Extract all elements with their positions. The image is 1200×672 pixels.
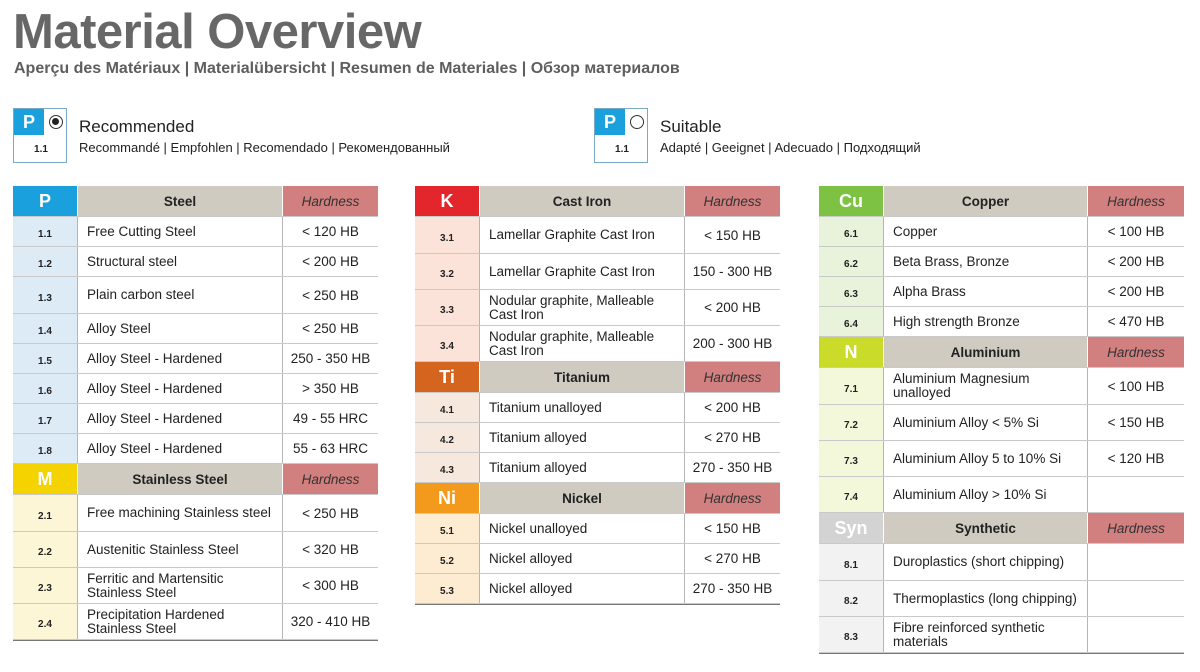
material-code: 4.2 bbox=[415, 423, 479, 452]
hardness-value: < 200 HB bbox=[1087, 277, 1184, 306]
material-code: 2.2 bbox=[13, 532, 77, 567]
material-name: Alloy Steel - Hardened bbox=[77, 374, 282, 403]
legend-letter: P bbox=[595, 109, 625, 135]
table-row bbox=[13, 404, 378, 434]
hardness-value: < 200 HB bbox=[684, 290, 780, 325]
table-row bbox=[13, 344, 378, 374]
hardness-value: < 200 HB bbox=[282, 247, 378, 276]
legend-translations: Adapté | Geeignet | Adecuado | Подходящий bbox=[660, 140, 921, 155]
material-name: Copper bbox=[883, 217, 1087, 246]
material-name: Nickel alloyed bbox=[479, 574, 684, 603]
material-name: Nodular graphite, Malleable Cast Iron bbox=[479, 326, 684, 361]
group-header bbox=[415, 186, 780, 217]
legend-recommended-badge bbox=[13, 108, 67, 163]
table-row bbox=[13, 277, 378, 314]
material-code: 2.1 bbox=[13, 495, 77, 531]
table-row bbox=[13, 495, 378, 532]
material-name: Nodular graphite, Malleable Cast Iron bbox=[479, 290, 684, 325]
hardness-value: < 250 HB bbox=[282, 495, 378, 531]
group-letter-badge: Ni bbox=[415, 483, 479, 513]
group-header bbox=[13, 464, 378, 495]
hardness-value: 200 - 300 HB bbox=[684, 326, 780, 361]
table-row bbox=[819, 544, 1184, 581]
material-code: 1.4 bbox=[13, 314, 77, 343]
table-row bbox=[415, 423, 780, 453]
hardness-value: < 270 HB bbox=[684, 423, 780, 452]
material-code: 3.2 bbox=[415, 254, 479, 289]
radio-filled-icon bbox=[49, 115, 63, 129]
table-row bbox=[819, 368, 1184, 405]
hardness-header: Hardness bbox=[282, 186, 378, 216]
material-code: 1.6 bbox=[13, 374, 77, 403]
legend-letter: P bbox=[14, 109, 44, 135]
hardness-value: 55 - 63 HRC bbox=[282, 434, 378, 463]
hardness-value: < 120 HB bbox=[1087, 441, 1184, 476]
legend-label: Recommended bbox=[79, 117, 195, 136]
group-letter-badge: P bbox=[13, 186, 77, 216]
page-title: Material Overview bbox=[13, 5, 422, 59]
material-code: 6.4 bbox=[819, 307, 883, 336]
material-name: Lamellar Graphite Cast Iron bbox=[479, 254, 684, 289]
material-code: 6.3 bbox=[819, 277, 883, 306]
material-code: 3.4 bbox=[415, 326, 479, 361]
material-name: Lamellar Graphite Cast Iron bbox=[479, 217, 684, 253]
hardness-value: > 350 HB bbox=[282, 374, 378, 403]
table-row bbox=[415, 254, 780, 290]
group-header bbox=[415, 483, 780, 514]
legend-code: 1.1 bbox=[34, 144, 48, 155]
group-header bbox=[13, 186, 378, 217]
material-code: 7.4 bbox=[819, 477, 883, 512]
group-name: Copper bbox=[883, 186, 1087, 216]
material-code: 8.1 bbox=[819, 544, 883, 580]
table-row bbox=[819, 477, 1184, 513]
material-code: 8.3 bbox=[819, 617, 883, 652]
material-name: Aluminium Alloy > 10% Si bbox=[883, 477, 1087, 512]
table-row bbox=[13, 247, 378, 277]
table-row bbox=[819, 617, 1184, 653]
material-code: 7.2 bbox=[819, 405, 883, 440]
material-name: Precipitation Hardened Stainless Steel bbox=[77, 604, 282, 639]
group-name: Aluminium bbox=[883, 337, 1087, 367]
hardness-value: < 150 HB bbox=[684, 514, 780, 543]
material-name: Aluminium Magnesium unalloyed bbox=[883, 368, 1087, 404]
hardness-value: 320 - 410 HB bbox=[282, 604, 378, 639]
hardness-value: < 100 HB bbox=[1087, 217, 1184, 246]
table-row bbox=[819, 581, 1184, 617]
table-row bbox=[13, 532, 378, 568]
legend-code: 1.1 bbox=[615, 144, 629, 155]
group-letter-badge: M bbox=[13, 464, 77, 494]
material-name: Beta Brass, Bronze bbox=[883, 247, 1087, 276]
group-name: Titanium bbox=[479, 362, 684, 392]
table-row bbox=[819, 405, 1184, 441]
hardness-value: < 150 HB bbox=[1087, 405, 1184, 440]
hardness-header: Hardness bbox=[1087, 513, 1184, 543]
material-code: 8.2 bbox=[819, 581, 883, 616]
hardness-header: Hardness bbox=[684, 483, 780, 513]
material-code: 4.1 bbox=[415, 393, 479, 422]
material-code: 1.2 bbox=[13, 247, 77, 276]
material-column-2 bbox=[415, 186, 780, 605]
material-code: 5.2 bbox=[415, 544, 479, 573]
group-header bbox=[415, 362, 780, 393]
legend-translations: Recommandé | Empfohlen | Recomendado | Рекомендованный bbox=[79, 140, 450, 155]
hardness-header: Hardness bbox=[282, 464, 378, 494]
hardness-header: Hardness bbox=[684, 186, 780, 216]
material-name: Titanium alloyed bbox=[479, 423, 684, 452]
hardness-value: 49 - 55 HRC bbox=[282, 404, 378, 433]
group-name: Synthetic bbox=[883, 513, 1087, 543]
material-name: Nickel alloyed bbox=[479, 544, 684, 573]
material-code: 1.8 bbox=[13, 434, 77, 463]
material-name: Aluminium Alloy 5 to 10% Si bbox=[883, 441, 1087, 476]
group-name: Nickel bbox=[479, 483, 684, 513]
material-name: Alloy Steel bbox=[77, 314, 282, 343]
hardness-value: 250 - 350 HB bbox=[282, 344, 378, 373]
legend-label: Suitable bbox=[660, 117, 722, 136]
material-name: Free Cutting Steel bbox=[77, 217, 282, 246]
material-name: Alpha Brass bbox=[883, 277, 1087, 306]
material-code: 1.1 bbox=[13, 217, 77, 246]
table-row bbox=[13, 604, 378, 640]
material-code: 1.5 bbox=[13, 344, 77, 373]
radio-empty-icon bbox=[630, 115, 644, 129]
material-name: High strength Bronze bbox=[883, 307, 1087, 336]
material-code: 2.4 bbox=[13, 604, 77, 639]
material-name: Alloy Steel - Hardened bbox=[77, 344, 282, 373]
hardness-value: < 200 HB bbox=[684, 393, 780, 422]
hardness-value: 150 - 300 HB bbox=[684, 254, 780, 289]
table-row bbox=[819, 247, 1184, 277]
table-row bbox=[415, 574, 780, 604]
table-row bbox=[819, 441, 1184, 477]
hardness-header: Hardness bbox=[1087, 337, 1184, 367]
hardness-value: < 470 HB bbox=[1087, 307, 1184, 336]
material-name: Alloy Steel - Hardened bbox=[77, 404, 282, 433]
hardness-value: < 100 HB bbox=[1087, 368, 1184, 404]
material-code: 6.2 bbox=[819, 247, 883, 276]
hardness-value: < 150 HB bbox=[684, 217, 780, 253]
table-row bbox=[819, 217, 1184, 247]
hardness-value bbox=[1087, 617, 1184, 652]
material-name: Thermoplastics (long chipping) bbox=[883, 581, 1087, 616]
group-letter-badge: Ti bbox=[415, 362, 479, 392]
group-letter-badge: K bbox=[415, 186, 479, 216]
material-code: 2.3 bbox=[13, 568, 77, 603]
hardness-value: 270 - 350 HB bbox=[684, 453, 780, 482]
legend-suitable bbox=[594, 108, 1094, 164]
hardness-value: < 320 HB bbox=[282, 532, 378, 567]
material-name: Ferritic and Martensitic Stainless Steel bbox=[77, 568, 282, 603]
group-name: Steel bbox=[77, 186, 282, 216]
hardness-value bbox=[1087, 477, 1184, 512]
material-code: 4.3 bbox=[415, 453, 479, 482]
table-row bbox=[415, 393, 780, 423]
material-name: Nickel unalloyed bbox=[479, 514, 684, 543]
material-column-1 bbox=[13, 186, 378, 641]
material-name: Duroplastics (short chipping) bbox=[883, 544, 1087, 580]
material-name: Alloy Steel - Hardened bbox=[77, 434, 282, 463]
group-name: Cast Iron bbox=[479, 186, 684, 216]
legend-suitable-badge bbox=[594, 108, 648, 163]
hardness-header: Hardness bbox=[1087, 186, 1184, 216]
hardness-value: < 120 HB bbox=[282, 217, 378, 246]
hardness-value: < 300 HB bbox=[282, 568, 378, 603]
material-code: 1.7 bbox=[13, 404, 77, 433]
table-row bbox=[415, 453, 780, 483]
material-code: 1.3 bbox=[13, 277, 77, 313]
group-letter-badge: N bbox=[819, 337, 883, 367]
hardness-value: < 250 HB bbox=[282, 314, 378, 343]
table-row bbox=[13, 314, 378, 344]
table-row bbox=[415, 544, 780, 574]
material-code: 3.1 bbox=[415, 217, 479, 253]
hardness-value: 270 - 350 HB bbox=[684, 574, 780, 603]
hardness-value: < 250 HB bbox=[282, 277, 378, 313]
group-header bbox=[819, 186, 1184, 217]
material-name: Fibre reinforced synthetic materials bbox=[883, 617, 1087, 652]
material-name: Titanium unalloyed bbox=[479, 393, 684, 422]
material-name: Free machining Stainless steel bbox=[77, 495, 282, 531]
table-row bbox=[13, 568, 378, 604]
material-name: Titanium alloyed bbox=[479, 453, 684, 482]
group-letter-badge: Cu bbox=[819, 186, 883, 216]
legend-recommended bbox=[13, 108, 513, 164]
page-subtitle: Aperçu des Matériaux | Materialübersicht | Resumen de Materiales | Обзор материалов bbox=[14, 60, 680, 77]
hardness-value: < 270 HB bbox=[684, 544, 780, 573]
table-row bbox=[415, 217, 780, 254]
group-name: Stainless Steel bbox=[77, 464, 282, 494]
material-name: Structural steel bbox=[77, 247, 282, 276]
table-row bbox=[13, 434, 378, 464]
table-row bbox=[415, 514, 780, 544]
material-name: Plain carbon steel bbox=[77, 277, 282, 313]
material-code: 5.3 bbox=[415, 574, 479, 603]
hardness-value bbox=[1087, 544, 1184, 580]
material-code: 5.1 bbox=[415, 514, 479, 543]
table-row bbox=[819, 307, 1184, 337]
material-code: 7.1 bbox=[819, 368, 883, 404]
table-row bbox=[13, 374, 378, 404]
table-row bbox=[819, 277, 1184, 307]
material-name: Austenitic Stainless Steel bbox=[77, 532, 282, 567]
material-code: 6.1 bbox=[819, 217, 883, 246]
group-letter-badge: Syn bbox=[819, 513, 883, 543]
table-row bbox=[415, 326, 780, 362]
material-code: 7.3 bbox=[819, 441, 883, 476]
hardness-value bbox=[1087, 581, 1184, 616]
hardness-header: Hardness bbox=[684, 362, 780, 392]
table-row bbox=[415, 290, 780, 326]
group-header bbox=[819, 513, 1184, 544]
group-header bbox=[819, 337, 1184, 368]
material-name: Aluminium Alloy < 5% Si bbox=[883, 405, 1087, 440]
table-row bbox=[13, 217, 378, 247]
material-column-3 bbox=[819, 186, 1184, 654]
hardness-value: < 200 HB bbox=[1087, 247, 1184, 276]
material-code: 3.3 bbox=[415, 290, 479, 325]
